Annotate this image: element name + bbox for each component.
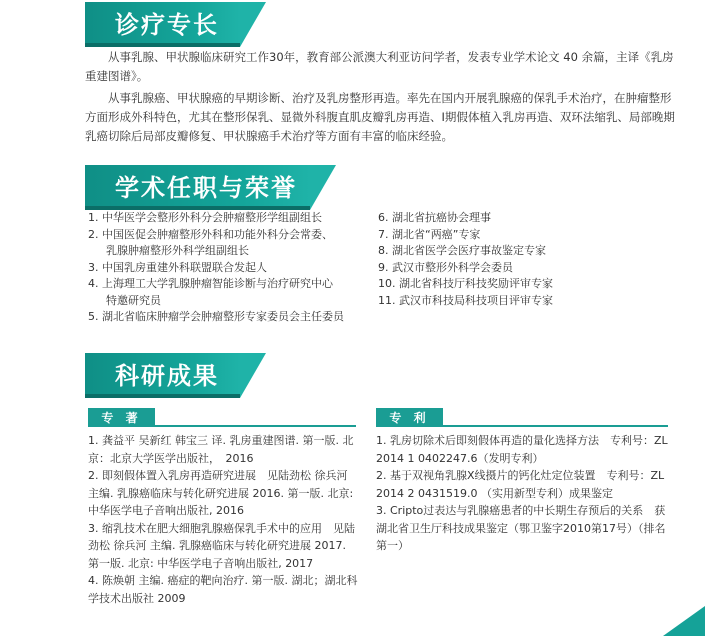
monographs-divider: [88, 425, 356, 427]
monograph-item: 3. 缩乳技术在肥大细胞乳腺癌保乳手术中的应用 见陆劲松 徐兵河 主编. 乳腺癌临床与转化研究进展 2017. 第一版. 北京: 中华医学电子音响出版社, 2017: [88, 521, 355, 570]
section-banner-expertise: [85, 2, 240, 47]
section-title: 诊疗专长: [115, 11, 219, 39]
monograph-item: 4. 陈焕朝 主编. 癌症的靶向治疗. 第一版. 湖北；湖北科学技术出版社 2009: [88, 574, 358, 605]
monograph-item: 2. 即刻假体置入乳房再造研究进展 见陆劲松 徐兵河 主编. 乳腺癌临床与转化研究进展 2016. 第一版. 北京: 中华医学电子音响出版社, 2016: [88, 469, 354, 517]
expertise-paragraph: 从事乳腺癌、甲状腺癌的早期诊断、治疗及乳房整形再造。率先在国内开展乳腺癌的保乳手术治疗，在肿瘤整形方面形成外科特色，尤其在整形保乳、显微外科腹直肌皮瓣乳房再造、Ⅰ期假体植入乳房再造、双环法缩乳、局部晚期乳癌切除后局部皮瓣修复、甲状腺癌手术治疗等方面有丰富的临床经验。: [85, 91, 675, 143]
patents-divider: [376, 425, 668, 427]
list-item: [88, 309, 373, 326]
list-item: 8. 湖北省医学会医疗事故鉴定专家: [378, 244, 546, 257]
list-item: 7. 湖北省“两癌”专家: [378, 227, 481, 241]
list-item: 9. 武汉市整形外科学会委员: [378, 260, 513, 274]
corner-decoration: [663, 606, 705, 636]
section-banner-positions: [85, 165, 310, 210]
patents-list: [376, 432, 676, 555]
positions-list-left: [88, 210, 373, 326]
patent-item: 2. 基于双视角乳腺X线摄片的钙化灶定位装置 专利号：ZL 2014 2 0431519.0 （实用新型专利）成果鉴定: [376, 469, 665, 500]
patent-item: 1. 乳房切除术后即刻假体再造的量化选择方法 专利号：ZL 2014 1 0402247.6（发明专利）: [376, 434, 668, 465]
monographs-list: [88, 432, 358, 607]
list-item-text: 4. 上海理工大学乳腺肿瘤智能诊断与治疗研究中心: [88, 277, 333, 290]
expertise-paragraph: 从事乳腺、甲状腺临床研究工作30年，教育部公派澳大利亚访问学者，发表专业学术论文 40 余篇，主译《乳房重建图谱》。: [85, 50, 674, 83]
list-item-continuation: 特邀研究员: [106, 293, 161, 307]
monographs-tag: 专 著: [88, 408, 155, 426]
list-item: 10. 湖北省科技厅科技奖励评审专家: [378, 277, 553, 290]
section-banner-research: [85, 353, 240, 398]
list-item-text: 5. 湖北省临床肿瘤学会肿瘤整形专家委员会主任委员: [88, 310, 344, 323]
list-item-text: 1. 中华医学会整形外科分会肿瘤整形学组副组长: [88, 211, 322, 224]
positions-list-right: [378, 210, 678, 309]
list-item-continuation: 乳腺肿瘤整形外科学组副组长: [106, 244, 249, 257]
monograph-item: 1. 龚益平 吴新红 韩宝三 译. 乳房重建图谱. 第一版. 北京：北京大学医学出版社， 2016: [88, 434, 354, 465]
list-item: [88, 227, 373, 260]
list-item: [88, 276, 373, 309]
section-title: 学术任职与荣誉: [115, 174, 297, 202]
patent-item: 3. Cripto过表达与乳腺癌患者的中长期生存预后的关系 获湖北省卫生厅科技成果鉴定（鄂卫鉴字2010第17号）（排名第一）: [376, 504, 666, 552]
list-item: [88, 210, 373, 227]
list-item-text: 3. 中国乳房重建外科联盟联合发起人: [88, 260, 267, 274]
list-item: 6. 湖北省抗癌协会理事: [378, 211, 491, 224]
list-item-text: 2. 中国医促会肿瘤整形外科和功能外科分会常委、: [88, 227, 333, 241]
patents-tag: 专 利: [376, 408, 443, 426]
section-title: 科研成果: [115, 362, 219, 390]
list-item: [88, 260, 373, 277]
list-item: 11. 武汉市科技局科技项目评审专家: [378, 293, 553, 307]
